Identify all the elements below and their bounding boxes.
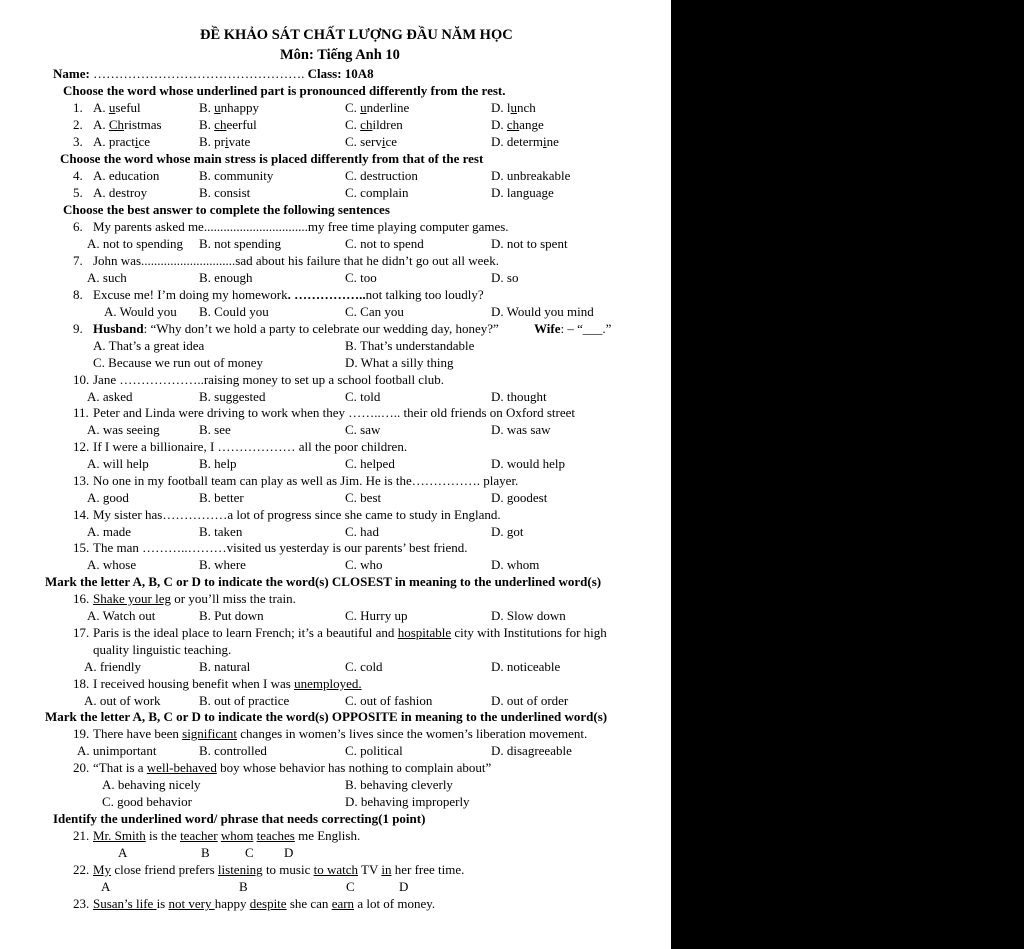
option-a: A. good [87,490,129,505]
option-b: B. suggested [199,389,266,404]
question-number: 8. [73,287,83,302]
text-part: changes in women’s lives since the women’s liberation movement. [237,726,588,741]
question-number: 5. [73,185,83,200]
opt-underlined: Ch [108,117,125,132]
option-a: A. will help [87,456,149,471]
text-part: happy [214,896,250,911]
option-d: D. was saw [491,422,551,437]
text-part: or you’ll miss the train. [170,591,296,606]
question-text-continued: quality linguistic teaching. [93,642,232,657]
underlined-part-b: teacher [180,828,218,843]
opt-pre: D. l [491,100,511,115]
text-part: is the [145,828,181,843]
underlined-part-a: Mr. Smith [93,828,146,843]
text-part: There have been [93,726,183,741]
option-b: B. natural [199,659,251,674]
option-a: A. friendly [84,659,142,674]
question-number: 7. [73,253,83,268]
option-a: A. unimportant [77,743,157,758]
underlined-part-d: earn [331,896,355,911]
option-b [199,117,257,133]
option-d: D. noticeable [491,659,561,674]
question-text: Peter and Linda were driving to work when they ……..….. their old friends on Oxford street [93,405,575,420]
section-stress-heading: Choose the word whose main stress is placed differently from that of the rest [60,151,484,166]
option-a: A. whose [87,557,137,572]
option-b: B. help [199,456,237,471]
underlined-word: hospitable [397,625,452,640]
section-best-answer-heading: Choose the best answer to complete the following sentences [63,202,390,217]
opt-pre: C. [345,100,361,115]
underlined-word: well-behaved [146,760,217,775]
question-number: 17. [73,625,90,640]
option-a: A. Watch out [87,608,156,623]
option-d: D. Would you mind [491,304,594,319]
section-pronunciation-heading: Choose the word whose underlined part is pronounced differently from the rest. [63,83,506,98]
opt-post: eerful [226,117,257,132]
text-part: “That is a [93,760,147,775]
text-part: me English. [294,828,361,843]
label-b: B [239,879,248,894]
opt-pre: B. pr [199,134,225,149]
question-text: My sister has……………a lot of progress since she came to study in England. [93,507,501,522]
option-d: D. so [491,270,519,285]
question-number: 10. [73,372,90,387]
option-d: D. whom [491,557,540,572]
question-number: 3. [73,134,83,149]
label-d: D [399,879,409,894]
option-d [491,117,544,133]
underlined-word: significant [182,726,238,741]
option-d: D. goodest [491,490,548,505]
question-number: 4. [73,168,83,183]
opt-pre: C. [345,117,361,132]
question-text: No one in my football team can play as well as Jim. He is the……………. player. [93,473,519,488]
underlined-part-b: listening [217,862,263,877]
question-text: My parents asked me................................my free time playing computer games. [93,219,509,234]
option-a: A. not to spending [87,236,184,251]
option-a: A. made [87,524,132,539]
text-part: is [156,896,169,911]
label-d: D [284,845,294,860]
label-c: C [245,845,254,860]
option-a [93,117,162,133]
option-c: C. too [345,270,377,285]
question-number: 9. [73,321,83,336]
question-text: The man ………..………visited us yesterday is our parents’ best friend. [93,540,468,555]
black-margin-panel [671,0,1024,949]
opt-pre: A. [93,117,109,132]
underlined-part-b: not very [168,896,215,911]
opt-post: ristmas [124,117,162,132]
option-c [345,117,403,133]
name-blank: …………………………………………. [93,66,305,81]
question-number: 23. [73,896,90,911]
option-c: C. Because we run out of money [93,355,264,370]
underlined-part-c: despite [249,896,287,911]
option-b: B. where [199,557,246,572]
text-part: her free time. [391,862,465,877]
option-d: D. What a silly thing [345,355,454,370]
option-c: C. saw [345,422,381,437]
question-text: If I were a billionaire, I ……………… all the poor children. [93,439,408,454]
text-part: Excuse me! I’m doing my homework [93,287,288,302]
question-number: 14. [73,507,90,522]
opt-post: ce [138,134,151,149]
question-number: 11. [73,405,89,420]
option-b: B. Could you [199,304,269,319]
question-number: 15. [73,540,90,555]
option-c [345,134,397,150]
underlined-part-a: Susan’s life [93,896,157,911]
underlined-part-d: teaches [256,828,295,843]
class-value: 10A8 [344,66,374,81]
question-text [93,287,484,303]
question-text [93,896,435,912]
option-a: A. was seeing [87,422,160,437]
option-c: C. political [345,743,403,758]
text-part: not talking too loudly? [365,287,484,302]
opt-underlined: i [225,134,229,149]
opt-pre: A. [93,100,109,115]
opt-post: seful [115,100,141,115]
wife-text: : – “___.” [560,321,612,336]
underlined-part-c: whom [220,828,254,843]
underlined-part-d: in [381,862,392,877]
option-d: D. not to spent [491,236,568,251]
option-d: D. thought [491,389,547,404]
label-a: A [101,879,111,894]
question-text [93,321,499,337]
opt-underlined: ch [506,117,520,132]
section-text: Choose the word whose underlined part is pronounced differently from the rest [63,83,503,98]
opt-underlined: ch [214,117,227,132]
text-blank: . …………….. [287,287,366,302]
option-b: B. Put down [199,608,264,623]
class-label: Class: [307,66,342,81]
section-error-identification-heading: Identify the underlined word/ phrase that needs correcting(1 point) [53,811,426,826]
exam-title: ĐỀ KHẢO SÁT CHẤT LƯỢNG ĐẦU NĂM HỌC [200,27,513,43]
question-number: 13. [73,473,90,488]
question-text [93,726,587,742]
option-d: D. got [491,524,524,539]
option-b: B. taken [199,524,243,539]
opt-post: nhappy [220,100,259,115]
option-b: B. controlled [199,743,267,758]
option-a: A. such [87,270,127,285]
question-text [93,828,360,844]
text-part: she can [286,896,332,911]
option-b: B. community [199,168,274,183]
option-d: D. Slow down [491,608,566,623]
question-number: 21. [73,828,90,843]
opt-underlined: ch [360,117,373,132]
option-a: A. destroy [93,185,148,200]
text-part: a lot of money. [354,896,436,911]
opt-pre: D. [491,117,507,132]
question-text [93,625,607,641]
option-d [491,100,536,116]
section-opposite-meaning-heading: Mark the letter A, B, C or D to indicate the word(s) OPPOSITE in meaning to the underlined word(s) [45,709,608,724]
question-number: 12. [73,439,90,454]
option-c: C. Hurry up [345,608,408,623]
section-closest-meaning-heading: Mark the letter A, B, C or D to indicate the word(s) CLOSEST in meaning to the underlined word(s) [45,574,602,589]
question-number: 1. [73,100,83,115]
question-text: John was.............................sad about his failure that he didn’t go out all week. [93,253,499,268]
question-number: 2. [73,117,83,132]
husband-line: : “Why don’t we hold a party to celebrate our wedding day, honey?” [143,321,499,336]
opt-underlined: i [381,134,386,149]
option-a: A. behaving nicely [102,777,201,792]
option-b: B. better [199,490,244,505]
option-b: B. not spending [199,236,281,251]
option-c: C. who [345,557,383,572]
option-c: C. not to spend [345,236,424,251]
option-b: B. That’s understandable [345,338,475,353]
opt-underlined: u [214,100,221,115]
opt-underlined: i [134,134,139,149]
option-a: A. out of work [84,693,161,708]
opt-pre: A. pract [93,134,135,149]
option-c: C. helped [345,456,395,471]
underlined-part-c: to watch [313,862,359,877]
option-d: D. disagreeable [491,743,572,758]
option-d: D. unbreakable [491,168,571,183]
opt-post: ange [519,117,544,132]
option-d: D. behaving improperly [345,794,470,809]
opt-pre: D. determ [491,134,543,149]
option-d: D. out of order [491,693,569,708]
opt-post: ce [385,134,398,149]
opt-pre: B. [199,117,215,132]
text-part: boy whose behavior has nothing to complain about” [216,760,492,775]
option-c: C. Can you [345,304,404,319]
question-number: 16. [73,591,90,606]
opt-post: ne [546,134,559,149]
option-b [199,100,259,116]
opt-underlined: u [510,100,517,115]
question-text [93,862,464,878]
option-b: B. enough [199,270,253,285]
label-c: C [346,879,355,894]
option-a: A. Would you [104,304,177,319]
option-a [93,100,141,116]
text-part: city with Institutions for high [451,625,607,640]
question-text [93,591,296,607]
opt-post: vate [228,134,251,149]
option-b: B. out of practice [199,693,290,708]
option-a: A. That’s a great idea [93,338,205,353]
question-text: Jane ………………..raising money to set up a school football club. [93,372,444,387]
speaker-wife: Wife [534,321,561,336]
option-c: C. cold [345,659,383,674]
opt-pre: C. serv [345,134,382,149]
wife-line [534,321,611,337]
question-number: 22. [73,862,90,877]
opt-post: nderline [366,100,410,115]
option-c: C. good behavior [102,794,192,809]
text-part: Paris is the ideal place to learn French; it’s a beautiful and [93,625,398,640]
opt-underlined: u [360,100,367,115]
option-c: C. destruction [345,168,418,183]
option-c [345,100,409,116]
underlined-phrase: Shake your leg [93,591,171,606]
name-class-line [53,66,374,82]
option-a [93,134,150,150]
underlined-part-a: My [93,862,112,877]
option-d: D. language [491,185,554,200]
text-part: TV [358,862,382,877]
speaker-husband: Husband [93,321,144,336]
option-c: C. had [345,524,379,539]
opt-underlined: i [542,134,547,149]
option-c: C. out of fashion [345,693,433,708]
opt-post: nch [517,100,536,115]
label-a: A [118,845,128,860]
question-number: 20. [73,760,90,775]
underlined-word: unemployed. [294,676,362,691]
option-a: A. education [93,168,160,183]
question-text [93,676,362,692]
opt-underlined: u [108,100,116,115]
option-b [199,134,250,150]
option-a: A. asked [87,389,133,404]
text-part: I received housing benefit when I was [93,676,295,691]
question-text [93,760,491,776]
opt-pre: B. [199,100,215,115]
question-number: 19. [73,726,90,741]
option-b: B. see [199,422,231,437]
option-b: B. behaving cleverly [345,777,453,792]
name-label: Name: [53,66,90,81]
opt-post: ildren [372,117,403,132]
option-c: C. told [345,389,381,404]
text-part: to music [262,862,314,877]
option-d: D. would help [491,456,566,471]
question-number: 18. [73,676,90,691]
option-c: C. complain [345,185,409,200]
label-b: B [201,845,210,860]
exam-subject: Môn: Tiếng Anh 10 [280,47,400,63]
question-number: 6. [73,219,83,234]
option-c: C. best [345,490,382,505]
text-part: close friend prefers [111,862,218,877]
option-d [491,134,559,150]
option-b: B. consist [199,185,251,200]
